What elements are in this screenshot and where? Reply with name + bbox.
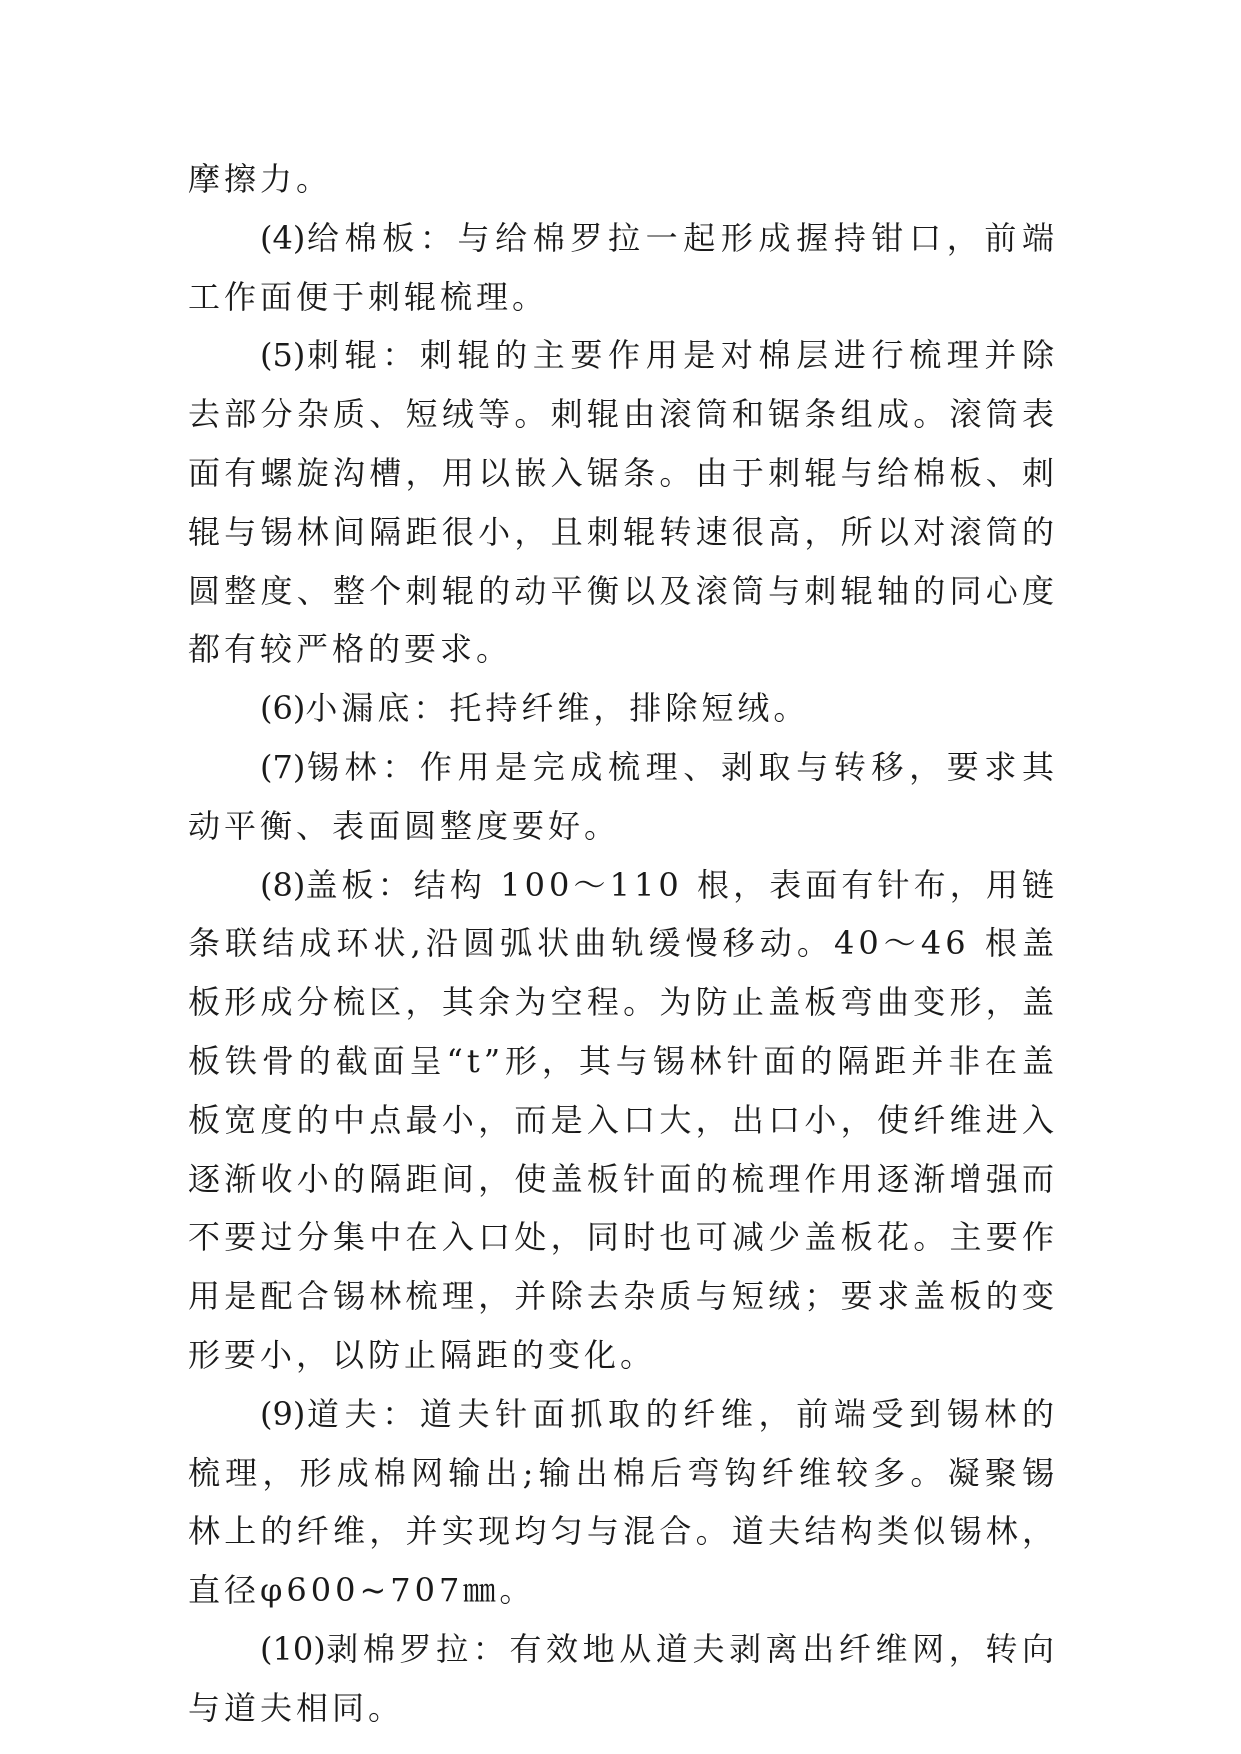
paragraph-continuation [188, 150, 1058, 209]
paragraph-text: 给棉板：与给棉罗拉一起形成握持钳口，前端工作面便于刺辊梳理。 [188, 218, 1058, 316]
item-number: (9) [260, 1394, 306, 1433]
paragraph-stripping-roller [188, 1620, 1058, 1738]
paragraph-text: 刺辊：刺辊的主要作用是对棉层进行梳理并除去部分杂质、短绒等。刺辊由滚筒和锯条组成。滚筒表面有螺旋沟槽，用以嵌入锯条。由于刺辊与给棉板、刺辊与锡林间隔距很小，且刺辊转速很高，所以对滚筒的圆整度、整个刺辊的动平衡以及滚筒与刺辊轴的同心度都有较严格的要求。 [188, 336, 1058, 669]
paragraph-text: 道夫：道夫针面抓取的纤维，前端受到锡林的梳理，形成棉网输出;输出棉后弯钩纤维较多。凝聚锡林上的纤维，并实现均匀与混合。道夫结构类似锡林，直径φ600~707㎜。 [188, 1394, 1058, 1610]
paragraph-text: 盖板：结构 100～110 根，表面有针布，用链条联结成环状,沿圆弧状曲轨缓慢移动。40～46 根盖板形成分梳区，其余为空程。为防止盖板弯曲变形，盖板铁骨的截面呈“t”形，其与锡林针面的隔距并非在盖板宽度的中点最小，而是入口大，出口小，使纤维进入逐渐收小的隔距间，使盖板针面的梳理作用逐渐增强而不要过分集中在入口处，同时也可减少盖板花。主要作用是配合锡林梳理，并除去杂质与短绒；要求盖板的变形要小，以防止隔距的变化。 [188, 865, 1058, 1374]
paragraph-under-casing [188, 679, 1058, 738]
paragraph-text: 剥棉罗拉：有效地从道夫剥离出纤维网，转向与道夫相同。 [188, 1629, 1058, 1727]
paragraph-doffer [188, 1385, 1058, 1620]
document-body [188, 150, 1058, 1738]
paragraph-text: 小漏底：托持纤维，排除短绒。 [305, 689, 810, 728]
item-number: (4) [260, 218, 306, 257]
paragraph-licker-in [188, 326, 1058, 679]
item-number: (10) [260, 1629, 326, 1668]
item-number: (7) [260, 747, 306, 786]
item-number: (5) [260, 336, 306, 375]
paragraph-text: 摩擦力。 [188, 160, 333, 198]
paragraph-feed-plate [188, 209, 1058, 327]
paragraph-text: 锡林：作用是完成梳理、剥取与转移，要求其动平衡、表面圆整度要好。 [188, 747, 1058, 845]
item-number: (6) [260, 689, 306, 728]
item-number: (8) [260, 865, 306, 904]
paragraph-cylinder [188, 738, 1058, 856]
paragraph-flats [188, 856, 1058, 1385]
